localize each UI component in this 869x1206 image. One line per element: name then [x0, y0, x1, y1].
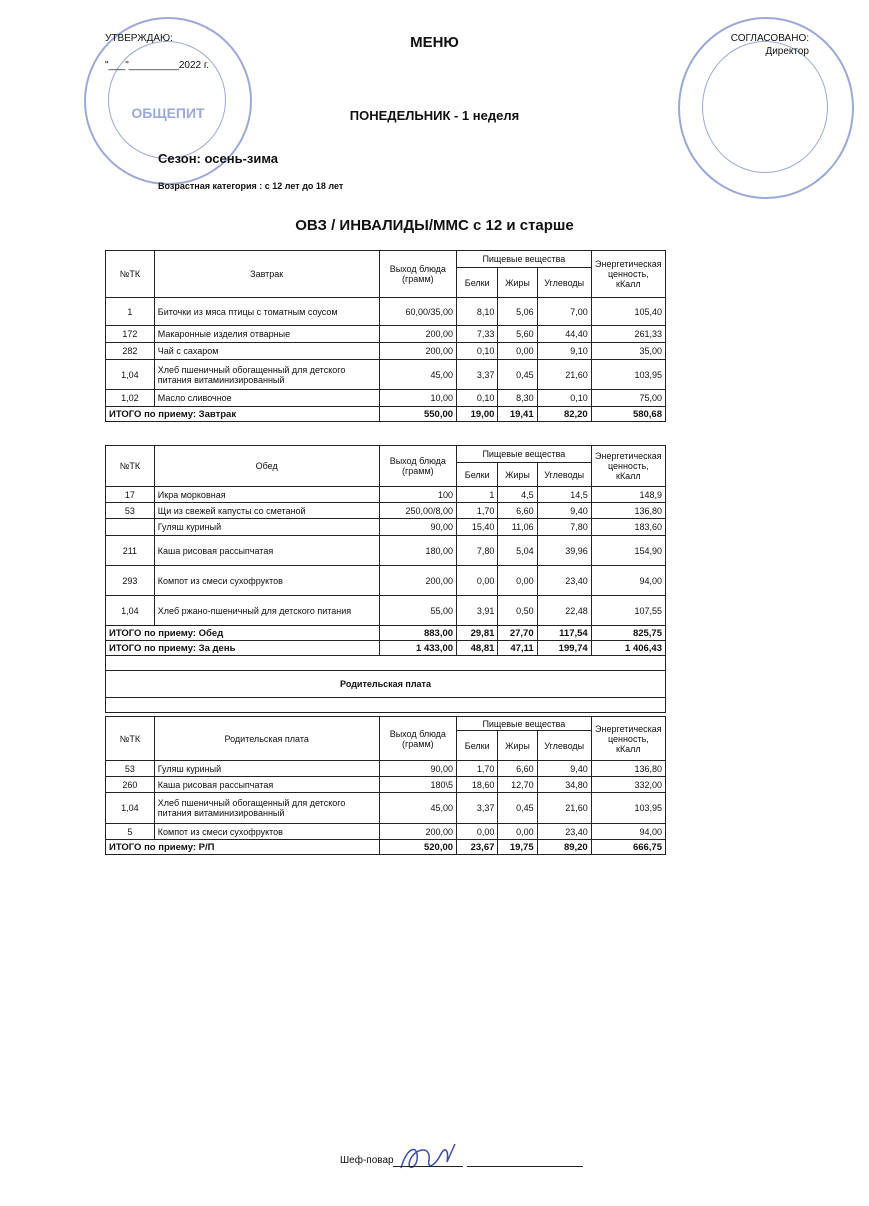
col-energy: Энергетическая ценность, кКалл — [591, 251, 665, 298]
item-tk: 1,02 — [106, 390, 155, 407]
col-output: Выход блюда (грамм) — [379, 446, 456, 487]
item-output: 250,00/8,00 — [379, 503, 456, 519]
item-fats: 6,60 — [498, 761, 537, 777]
signature-line — [393, 1166, 463, 1167]
col-tk: №ТК — [106, 717, 155, 761]
day-total-energy: 1 406,43 — [591, 641, 665, 656]
item-carbs: 22,48 — [537, 596, 591, 626]
item-output: 200,00 — [379, 824, 456, 840]
item-carbs: 23,40 — [537, 566, 591, 596]
item-tk: 1,04 — [106, 360, 155, 390]
item-name: Компот из смеси сухофруктов — [154, 566, 379, 596]
item-fats: 0,45 — [498, 360, 537, 390]
total-fats: 27,70 — [498, 626, 537, 641]
item-tk: 282 — [106, 343, 155, 360]
item-energy: 183,60 — [591, 519, 665, 536]
season-label: Сезон: осень-зима — [158, 151, 279, 166]
menu-item-row — [106, 793, 666, 824]
item-fats: 6,60 — [498, 503, 537, 519]
item-energy: 136,80 — [591, 503, 665, 519]
spacer-row — [106, 698, 666, 713]
parent-table — [105, 716, 666, 855]
item-fats: 5,06 — [498, 298, 537, 326]
item-proteins: 18,60 — [457, 777, 498, 793]
item-output: 60,00/35,00 — [379, 298, 456, 326]
menu-item-row — [106, 503, 666, 519]
meal-title: Завтрак — [154, 251, 379, 298]
menu-item-row — [106, 390, 666, 407]
total-out: 883,00 — [379, 626, 456, 641]
item-proteins: 7,33 — [457, 326, 498, 343]
col-carbs: Углеводы — [537, 463, 591, 487]
menu-item-row — [106, 298, 666, 326]
col-tk: №ТК — [106, 446, 155, 487]
col-nutrients: Пищевые вещества — [457, 717, 592, 731]
meal-title: Обед — [154, 446, 379, 487]
item-energy: 154,90 — [591, 536, 665, 566]
total-row — [106, 407, 666, 422]
day-total-out: 1 433,00 — [379, 641, 456, 656]
total-carbs: 117,54 — [537, 626, 591, 641]
item-name: Хлеб ржано-пшеничный для детского питания — [154, 596, 379, 626]
total-out: 550,00 — [379, 407, 456, 422]
menu-item-row — [106, 566, 666, 596]
item-tk: 211 — [106, 536, 155, 566]
item-carbs: 7,80 — [537, 519, 591, 536]
menu-item-row — [106, 761, 666, 777]
item-name: Гуляш куриный — [154, 519, 379, 536]
item-output: 90,00 — [379, 761, 456, 777]
item-name: Компот из смеси сухофруктов — [154, 824, 379, 840]
menu-item-row — [106, 536, 666, 566]
item-carbs: 23,40 — [537, 824, 591, 840]
item-output: 45,00 — [379, 793, 456, 824]
item-carbs: 9,10 — [537, 343, 591, 360]
total-label: ИТОГО по приему: Р/П — [106, 840, 380, 855]
item-name: Чай с сахаром — [154, 343, 379, 360]
col-proteins: Белки — [457, 731, 498, 761]
item-fats: 0,00 — [498, 824, 537, 840]
total-energy: 580,68 — [591, 407, 665, 422]
menu-item-row — [106, 519, 666, 536]
day-total-proteins: 48,81 — [457, 641, 498, 656]
item-fats: 12,70 — [498, 777, 537, 793]
total-out: 520,00 — [379, 840, 456, 855]
item-carbs: 9,40 — [537, 761, 591, 777]
item-fats: 0,00 — [498, 566, 537, 596]
total-carbs: 82,20 — [537, 407, 591, 422]
parent-block-title: Родительская плата — [106, 671, 666, 698]
item-carbs: 9,40 — [537, 503, 591, 519]
day-total-carbs: 199,74 — [537, 641, 591, 656]
item-fats: 0,45 — [498, 793, 537, 824]
item-tk: 1,04 — [106, 793, 155, 824]
menu-item-row — [106, 326, 666, 343]
item-name: Макаронные изделия отварные — [154, 326, 379, 343]
breakfast-table — [105, 250, 666, 422]
total-label: ИТОГО по приему: Обед — [106, 626, 380, 641]
item-output: 200,00 — [379, 566, 456, 596]
total-label: ИТОГО по приему: Завтрак — [106, 407, 380, 422]
item-carbs: 7,00 — [537, 298, 591, 326]
total-carbs: 89,20 — [537, 840, 591, 855]
item-carbs: 44,40 — [537, 326, 591, 343]
menu-item-row — [106, 360, 666, 390]
item-energy: 94,00 — [591, 824, 665, 840]
lunch-table — [105, 445, 666, 713]
item-name: Хлеб пшеничный обогащенный для детского питания витаминизированный — [154, 793, 379, 824]
item-name: Каша рисовая рассыпчатая — [154, 536, 379, 566]
spacer-row — [106, 656, 666, 671]
item-fats: 11,06 — [498, 519, 537, 536]
total-proteins: 29,81 — [457, 626, 498, 641]
col-carbs: Углеводы — [537, 731, 591, 761]
item-name: Биточки из мяса птицы с томатным соусом — [154, 298, 379, 326]
total-fats: 19,41 — [498, 407, 537, 422]
section-title: ОВЗ / ИНВАЛИДЫ/ММС с 12 и старше — [295, 217, 574, 234]
day-total-row — [106, 641, 666, 656]
signature-icon — [397, 1140, 467, 1176]
item-output: 200,00 — [379, 343, 456, 360]
total-proteins: 23,67 — [457, 840, 498, 855]
col-energy: Энергетическая ценность, кКалл — [591, 446, 665, 487]
agreed-label: СОГЛАСОВАНО: — [730, 33, 809, 44]
item-energy: 148,9 — [591, 487, 665, 503]
stamp-label: ОБЩЕПИТ — [131, 105, 205, 121]
name-line — [467, 1166, 583, 1167]
total-row — [106, 840, 666, 855]
day-total-fats: 47,11 — [498, 641, 537, 656]
item-output: 180,00 — [379, 536, 456, 566]
menu-item-row — [106, 777, 666, 793]
item-proteins: 0,00 — [457, 824, 498, 840]
item-energy: 103,95 — [591, 793, 665, 824]
chef-label: Шеф-повар — [340, 1155, 394, 1166]
item-output: 45,00 — [379, 360, 456, 390]
item-name: Масло сливочное — [154, 390, 379, 407]
menu-item-row — [106, 824, 666, 840]
age-category: Возрастная категория : с 12 лет до 18 лет — [158, 181, 344, 191]
item-name: Каша рисовая рассыпчатая — [154, 777, 379, 793]
total-energy: 666,75 — [591, 840, 665, 855]
item-energy: 75,00 — [591, 390, 665, 407]
item-output: 55,00 — [379, 596, 456, 626]
item-tk: 260 — [106, 777, 155, 793]
director-label: Директор — [765, 46, 809, 57]
item-proteins: 1,70 — [457, 761, 498, 777]
item-proteins: 8,10 — [457, 298, 498, 326]
item-tk: 1 — [106, 298, 155, 326]
item-proteins: 15,40 — [457, 519, 498, 536]
col-nutrients: Пищевые вещества — [457, 251, 592, 268]
total-row — [106, 626, 666, 641]
item-tk: 293 — [106, 566, 155, 596]
col-fats: Жиры — [498, 268, 537, 298]
item-energy: 103,95 — [591, 360, 665, 390]
col-energy: Энергетическая ценность, кКалл — [591, 717, 665, 761]
item-energy: 35,00 — [591, 343, 665, 360]
item-energy: 105,40 — [591, 298, 665, 326]
item-carbs: 39,96 — [537, 536, 591, 566]
item-proteins: 3,37 — [457, 360, 498, 390]
approved-label: УТВЕРЖДАЮ: — [105, 33, 173, 44]
col-carbs: Углеводы — [537, 268, 591, 298]
col-fats: Жиры — [498, 731, 537, 761]
col-output: Выход блюда (грамм) — [379, 251, 456, 298]
item-output: 180\5 — [379, 777, 456, 793]
item-name: Икра морковная — [154, 487, 379, 503]
item-output: 100 — [379, 487, 456, 503]
menu-item-row — [106, 596, 666, 626]
total-energy: 825,75 — [591, 626, 665, 641]
item-fats: 4,5 — [498, 487, 537, 503]
meal-title: Родительская плата — [154, 717, 379, 761]
menu-item-row — [106, 487, 666, 503]
item-tk: 5 — [106, 824, 155, 840]
item-energy: 94,00 — [591, 566, 665, 596]
item-tk: 1,04 — [106, 596, 155, 626]
col-tk: №ТК — [106, 251, 155, 298]
item-carbs: 21,60 — [537, 793, 591, 824]
menu-item-row — [106, 343, 666, 360]
total-fats: 19,75 — [498, 840, 537, 855]
item-energy: 261,33 — [591, 326, 665, 343]
item-output: 90,00 — [379, 519, 456, 536]
item-energy: 107,55 — [591, 596, 665, 626]
col-proteins: Белки — [457, 268, 498, 298]
item-output: 200,00 — [379, 326, 456, 343]
item-name: Хлеб пшеничный обогащенный для детского питания витаминизированный — [154, 360, 379, 390]
approval-date: "___"_________2022 г. — [105, 60, 210, 71]
col-proteins: Белки — [457, 463, 498, 487]
item-proteins: 0,00 — [457, 566, 498, 596]
item-proteins: 0,10 — [457, 390, 498, 407]
item-proteins: 1,70 — [457, 503, 498, 519]
item-proteins: 1 — [457, 487, 498, 503]
item-tk: 172 — [106, 326, 155, 343]
col-nutrients: Пищевые вещества — [457, 446, 592, 463]
item-fats: 8,30 — [498, 390, 537, 407]
item-proteins: 3,91 — [457, 596, 498, 626]
item-output: 10,00 — [379, 390, 456, 407]
day-total-label: ИТОГО по приему: За день — [106, 641, 380, 656]
item-tk — [106, 519, 155, 536]
item-name: Щи из свежей капусты со сметаной — [154, 503, 379, 519]
item-tk: 17 — [106, 487, 155, 503]
item-carbs: 34,80 — [537, 777, 591, 793]
item-tk: 53 — [106, 503, 155, 519]
item-proteins: 3,37 — [457, 793, 498, 824]
day-title: ПОНЕДЕЛЬНИК - 1 неделя — [349, 108, 520, 123]
item-carbs: 0,10 — [537, 390, 591, 407]
item-proteins: 0,10 — [457, 343, 498, 360]
total-proteins: 19,00 — [457, 407, 498, 422]
item-energy: 136,80 — [591, 761, 665, 777]
item-fats: 0,00 — [498, 343, 537, 360]
item-fats: 0,50 — [498, 596, 537, 626]
col-output: Выход блюда (грамм) — [379, 717, 456, 761]
item-carbs: 21,60 — [537, 360, 591, 390]
item-proteins: 7,80 — [457, 536, 498, 566]
item-name: Гуляш куриный — [154, 761, 379, 777]
item-fats: 5,60 — [498, 326, 537, 343]
item-carbs: 14,5 — [537, 487, 591, 503]
col-fats: Жиры — [498, 463, 537, 487]
page-title: МЕНЮ — [410, 34, 459, 51]
item-tk: 53 — [106, 761, 155, 777]
item-energy: 332,00 — [591, 777, 665, 793]
item-fats: 5,04 — [498, 536, 537, 566]
